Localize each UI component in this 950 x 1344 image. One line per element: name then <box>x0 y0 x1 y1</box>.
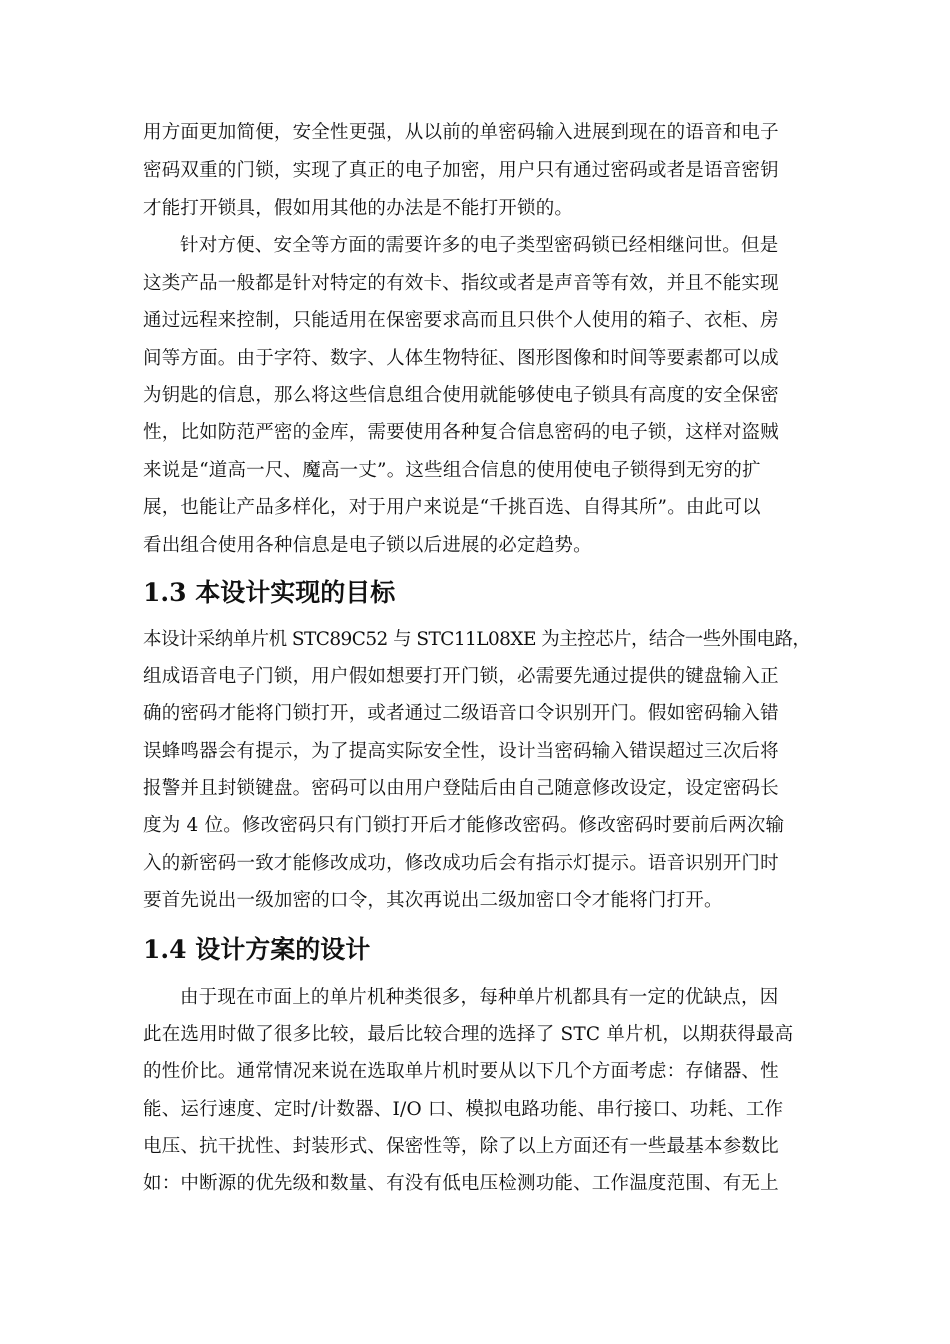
section-1-3-line-4: 误蜂鸣器会有提示，为了提高实际安全性，设计当密码输入错误超过三次后将 <box>143 741 779 762</box>
paragraph-1-line-1: 用方面更加简便，安全性更强，从以前的单密码输入进展到现在的语音和电子 <box>143 122 779 143</box>
paragraph-2-line-8: 展，也能让产品多样化，对于用户来说是“千挑百选、自得其所”。由此可以 <box>143 497 761 518</box>
section-1-3-line-1: 本设计采纳单片机 STC89C52 与 STC11L08XE 为主控芯片，结合一些外围电路， <box>143 629 811 650</box>
section-1-3-line-8: 要首先说出一级加密的口令，其次再说出二级加密口令才能将门打开。 <box>143 890 723 911</box>
paragraph-2-line-9: 看出组合使用各种信息是电子锁以后进展的必定趋势。 <box>143 535 592 556</box>
section-1-4-line-6: 如：中断源的优先级和数量、有没有低电压检测功能、工作温度范围、有无上 <box>143 1173 779 1194</box>
paragraph-2-line-6: 性，比如防范严密的金库，需要使用各种复合信息密码的电子锁，这样对盗贼 <box>143 422 779 443</box>
section-1-4-line-3: 的性价比。通常情况来说在选取单片机时要从以下几个方面考虑：存储器、性 <box>143 1061 779 1082</box>
section-1-4-line-1: 由于现在市面上的单片机种类很多，每种单片机都具有一定的优缺点，因 <box>180 987 779 1008</box>
section-1-3-line-7: 入的新密码一致才能修改成功，修改成功后会有指示灯提示。语音识别开门时 <box>143 853 779 874</box>
paragraph-2-line-2: 这类产品一般都是针对特定的有效卡、指纹或者是声音等有效，并且不能实现 <box>143 273 779 294</box>
section-1-3-line-2: 组成语音电子门锁，用户假如想要打开门锁，必需要先通过提供的键盘输入正 <box>143 666 779 687</box>
section-1-3-line-5: 报警并且封锁键盘。密码可以由用户登陆后由自己随意修改设定，设定密码长 <box>143 778 779 799</box>
section-1-4-line-5: 电压、抗干扰性、封装形式、保密性等，除了以上方面还有一些最基本参数比 <box>143 1136 779 1157</box>
section-1-4-heading: 1.4 设计方案的设计 <box>143 935 371 964</box>
section-1-3-line-3: 确的密码才能将门锁打开，或者通过二级语音口令识别开门。假如密码输入错 <box>143 703 779 724</box>
section-1-3-heading: 1.3 本设计实现的目标 <box>143 578 396 607</box>
paragraph-2-line-3: 通过远程来控制，只能适用在保密要求高而且只供个人使用的箱子、衣柜、房 <box>143 310 779 331</box>
section-1-4-line-4: 能、运行速度、定时/计数器、I/O 口、模拟电路功能、串行接口、功耗、工作 <box>143 1099 784 1120</box>
paragraph-2-line-7: 来说是“道高一尺、魔高一丈”。这些组合信息的使用使电子锁得到无穷的扩 <box>143 460 761 481</box>
paragraph-1-line-3: 才能打开锁具，假如用其他的办法是不能打开锁的。 <box>143 198 574 219</box>
section-1-3-line-6: 度为 4 位。修改密码只有门锁打开后才能修改密码。修改密码时要前后两次输 <box>143 815 785 836</box>
paragraph-2-line-1: 针对方便、安全等方面的需要许多的电子类型密码锁已经相继问世。但是 <box>180 235 779 256</box>
paragraph-2-line-5: 为钥匙的信息，那么将这些信息组合使用就能够使电子锁具有高度的安全保密 <box>143 385 779 406</box>
section-1-4-line-2: 此在选用时做了很多比较，最后比较合理的选择了 STC 单片机，以期获得最高 <box>143 1024 794 1045</box>
paragraph-2-line-4: 间等方面。由于字符、数字、人体生物特征、图形图像和时间等要素都可以成 <box>143 348 779 369</box>
paragraph-1-line-2: 密码双重的门锁，实现了真正的电子加密，用户只有通过密码或者是语音密钥 <box>143 160 779 181</box>
